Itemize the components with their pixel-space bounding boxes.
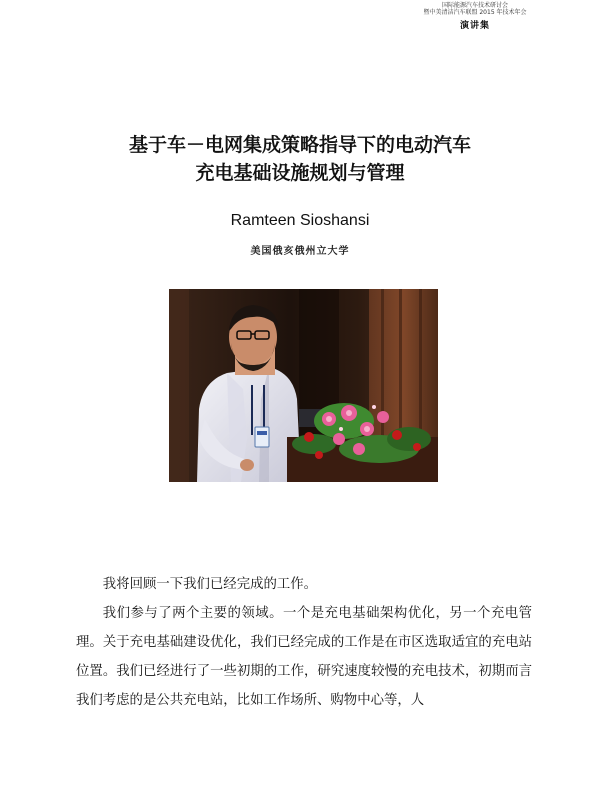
conference-name-line1: 国际能源汽车技术研讨会 — [441, 2, 508, 9]
conference-name-line2: 暨中美清洁汽车联盟 2015 年技术年会 — [423, 9, 527, 16]
conference-header — [400, 2, 550, 31]
article-body — [76, 570, 532, 715]
body-paragraph-1: 我将回顾一下我们已经完成的工作。 — [102, 577, 318, 592]
article-title — [0, 131, 600, 187]
body-paragraph-2: 我们参与了两个主要的领域。一个是充电基础架构优化，另一个充电管理。关于充电基础建设优化，我们已经完成的工作是在市区选取适宜的充电站位置。我们已经进行了一些初期的工作，研究速度较慢的充电技术，初期而言我们考虑的是公共充电站，比如工作场所、购物中心等，人 — [76, 606, 532, 708]
speaker-photo-illustration — [169, 289, 438, 482]
title-line-1: 基于车－电网集成策略指导下的电动汽车 — [128, 134, 471, 156]
title-line-2: 充电基础设施规划与管理 — [195, 162, 405, 184]
collection-label: 演讲集 — [459, 21, 490, 31]
author-affiliation: 美国俄亥俄州立大学 — [250, 246, 350, 257]
speaker-photo — [169, 289, 438, 482]
author-name: Ramteen Sioshansi — [230, 212, 370, 229]
